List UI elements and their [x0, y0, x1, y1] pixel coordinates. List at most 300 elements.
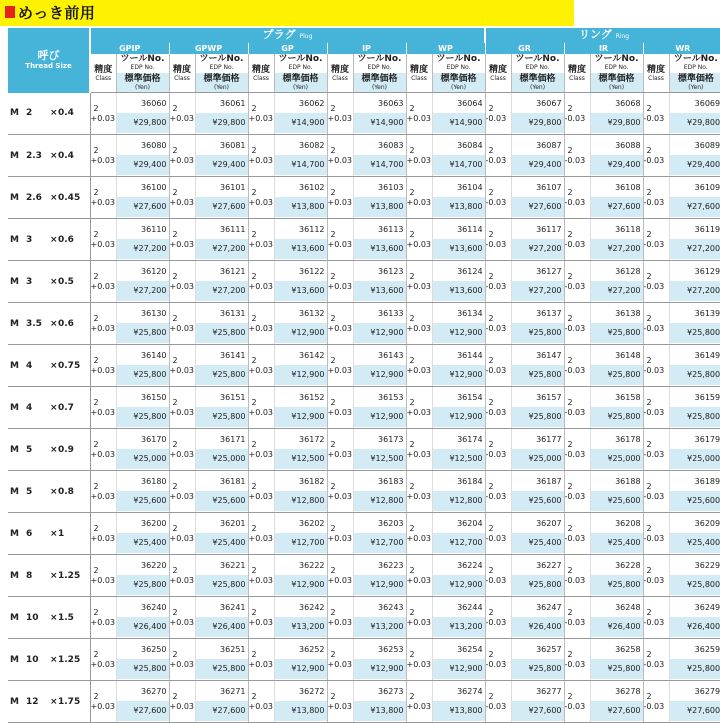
price-value: ¥26,400	[591, 617, 643, 637]
edp-number: 36228	[615, 561, 641, 570]
class-tolerance: -0.03	[643, 323, 665, 333]
price-value: ¥25,600	[117, 491, 169, 511]
price-value: ¥27,600	[591, 197, 643, 217]
edp-number: 36270	[141, 687, 167, 696]
gauge-header-wr: WR	[643, 43, 720, 54]
thread-size-cell	[8, 93, 90, 135]
class-tolerance: -0.03	[564, 239, 586, 249]
class-grade: 2	[567, 439, 573, 449]
edp-number: 36179	[694, 435, 720, 444]
table-row	[8, 639, 720, 681]
tool-cell	[669, 681, 720, 723]
tool-cell	[116, 639, 169, 681]
edp-label-en: EDP No.	[446, 64, 471, 71]
price-value: ¥12,800	[433, 491, 485, 511]
class-cell	[90, 177, 116, 219]
price-value: ¥27,600	[512, 701, 564, 721]
class-cell	[169, 93, 195, 135]
class-grade: 2	[488, 271, 494, 281]
edp-number: 36202	[299, 519, 325, 528]
tool-cell	[274, 597, 327, 639]
class-label-en: Class	[174, 74, 190, 82]
class-cell	[90, 471, 116, 513]
class-grade: 2	[251, 355, 257, 365]
class-cell	[564, 681, 590, 723]
class-grade: 2	[567, 355, 573, 365]
class-cell	[406, 639, 432, 681]
tool-cell	[432, 261, 485, 303]
tool-cell	[511, 177, 564, 219]
tool-cell	[590, 303, 643, 345]
edp-number: 36173	[378, 435, 404, 444]
class-cell	[327, 261, 353, 303]
class-cell	[90, 639, 116, 681]
class-cell	[485, 219, 511, 261]
price-value: ¥12,900	[354, 659, 406, 679]
edp-number: 36117	[536, 225, 562, 234]
class-grade: 2	[93, 523, 99, 533]
price-value: ¥27,200	[117, 239, 169, 259]
tool-cell	[195, 135, 248, 177]
thread-prefix: M	[10, 654, 19, 665]
class-cell	[564, 135, 590, 177]
thread-pitch: 1.25	[58, 654, 81, 665]
class-cell	[169, 555, 195, 597]
price-value: ¥12,900	[275, 575, 327, 595]
tool-cell	[669, 177, 720, 219]
class-tolerance: +0.03	[90, 617, 116, 627]
class-grade: 2	[330, 649, 336, 659]
tool-cell	[195, 639, 248, 681]
times-sign: ×	[50, 528, 58, 539]
price-value: ¥29,400	[591, 155, 643, 175]
class-label-en: Class	[490, 74, 506, 82]
edp-label-en: EDP No.	[683, 64, 708, 71]
tool-cell	[353, 513, 406, 555]
thread-size-cell	[8, 429, 90, 471]
class-tolerance: +0.03	[406, 323, 432, 333]
edp-number: 36118	[615, 225, 641, 234]
tool-cell	[274, 639, 327, 681]
price-subheader	[117, 73, 169, 92]
class-grade: 2	[172, 313, 178, 323]
class-cell	[643, 135, 669, 177]
class-grade: 2	[488, 523, 494, 533]
class-tolerance: +0.03	[327, 197, 353, 207]
tool-label-jp: ツールNo.	[199, 54, 244, 64]
tool-subheader	[116, 54, 169, 93]
class-cell	[327, 471, 353, 513]
class-tolerance: -0.03	[485, 239, 507, 249]
class-grade: 2	[172, 607, 178, 617]
class-cell	[90, 597, 116, 639]
price-value: ¥25,400	[117, 533, 169, 553]
tool-cell	[511, 303, 564, 345]
tool-cell	[353, 429, 406, 471]
thread-pitch: 1	[58, 528, 65, 539]
tool-cell	[274, 219, 327, 261]
price-value: ¥27,600	[670, 701, 720, 721]
class-grade: 2	[172, 649, 178, 659]
price-subheader	[512, 73, 564, 92]
tool-cell	[353, 219, 406, 261]
price-label-en: (Yen)	[450, 84, 467, 91]
class-grade: 2	[251, 145, 257, 155]
tool-label-jp: ツールNo.	[278, 54, 323, 64]
price-value: ¥13,600	[275, 281, 327, 301]
price-value: ¥13,600	[354, 281, 406, 301]
class-grade: 2	[409, 145, 415, 155]
thread-prefix: M	[10, 276, 19, 287]
thread-pitch: 0.9	[58, 444, 74, 455]
thread-diameter: 6	[26, 528, 33, 539]
class-cell	[90, 555, 116, 597]
class-cell	[564, 345, 590, 387]
edp-number: 36089	[694, 141, 720, 150]
price-value: ¥25,400	[512, 533, 564, 553]
class-tolerance: +0.03	[327, 533, 353, 543]
edp-number: 36174	[457, 435, 483, 444]
class-grade: 2	[409, 229, 415, 239]
tool-cell	[195, 303, 248, 345]
class-cell	[90, 135, 116, 177]
class-cell	[169, 681, 195, 723]
class-cell	[90, 681, 116, 723]
class-cell	[485, 177, 511, 219]
class-tolerance: +0.03	[90, 155, 116, 165]
class-grade: 2	[567, 523, 573, 533]
class-tolerance: +0.03	[90, 449, 116, 459]
class-cell	[485, 513, 511, 555]
edp-number: 36274	[457, 687, 483, 696]
price-label-en: (Yen)	[134, 84, 151, 91]
price-subheader	[275, 73, 327, 92]
tool-cell	[511, 681, 564, 723]
class-cell	[643, 555, 669, 597]
class-cell	[248, 387, 274, 429]
times-sign: ×	[50, 402, 58, 413]
class-grade: 2	[488, 313, 494, 323]
class-tolerance: +0.03	[327, 281, 353, 291]
class-cell	[248, 429, 274, 471]
price-value: ¥29,800	[117, 113, 169, 133]
thread-prefix: M	[10, 696, 19, 707]
class-tolerance: +0.03	[90, 281, 116, 291]
tool-cell	[511, 597, 564, 639]
edp-label-en: EDP No.	[367, 64, 392, 71]
edp-number: 36103	[378, 183, 404, 192]
tool-cell	[195, 219, 248, 261]
class-tolerance: -0.03	[564, 491, 586, 501]
tool-cell	[116, 345, 169, 387]
tool-cell	[274, 429, 327, 471]
class-grade: 2	[646, 649, 652, 659]
class-tolerance: +0.03	[169, 197, 195, 207]
table-row	[8, 135, 720, 177]
price-label-jp: 標準価格	[124, 74, 161, 84]
price-subheader	[670, 73, 720, 92]
price-value: ¥25,800	[196, 323, 248, 343]
class-tolerance: -0.03	[485, 155, 507, 165]
price-value: ¥27,600	[117, 701, 169, 721]
class-grade: 2	[488, 145, 494, 155]
class-tolerance: -0.03	[485, 113, 507, 123]
class-subheader	[406, 54, 432, 93]
class-tolerance: +0.03	[248, 533, 274, 543]
edp-number: 36189	[694, 477, 720, 486]
class-tolerance: +0.03	[90, 659, 116, 669]
edp-number: 36101	[220, 183, 246, 192]
tool-cell	[511, 93, 564, 135]
edp-number: 36084	[457, 141, 483, 150]
times-sign: ×	[50, 108, 58, 119]
class-grade: 2	[93, 187, 99, 197]
price-value: ¥12,900	[433, 575, 485, 595]
class-grade: 2	[646, 313, 652, 323]
class-grade: 2	[93, 607, 99, 617]
class-grade: 2	[646, 355, 652, 365]
class-tolerance: +0.03	[169, 239, 195, 249]
thread-pitch: 0.45	[58, 192, 81, 203]
edp-label-en: EDP No.	[288, 64, 313, 71]
class-tolerance: +0.03	[406, 533, 432, 543]
class-grade: 2	[330, 187, 336, 197]
class-tolerance: +0.03	[248, 155, 274, 165]
class-cell	[643, 387, 669, 429]
price-value: ¥25,800	[670, 323, 720, 343]
tool-cell	[590, 597, 643, 639]
class-grade: 2	[330, 229, 336, 239]
class-grade: 2	[172, 691, 178, 701]
class-cell	[564, 555, 590, 597]
class-cell	[327, 555, 353, 597]
class-grade: 2	[251, 649, 257, 659]
class-cell	[406, 429, 432, 471]
class-subheader	[90, 54, 116, 93]
tool-cell	[432, 219, 485, 261]
class-cell	[327, 513, 353, 555]
class-tolerance: +0.03	[169, 533, 195, 543]
price-value: ¥12,700	[354, 533, 406, 553]
class-grade: 2	[646, 397, 652, 407]
class-label-jp: 精度	[568, 64, 587, 75]
times-sign: ×	[50, 444, 58, 455]
thread-pitch: 0.4	[58, 108, 74, 119]
class-tolerance: -0.03	[564, 407, 586, 417]
edp-number: 36153	[378, 393, 404, 402]
class-grade: 2	[93, 397, 99, 407]
class-tolerance: +0.03	[327, 491, 353, 501]
price-value: ¥25,800	[591, 575, 643, 595]
class-tolerance: +0.03	[248, 281, 274, 291]
edp-number: 36131	[220, 309, 246, 318]
class-cell	[643, 681, 669, 723]
class-grade: 2	[93, 229, 99, 239]
tool-cell	[274, 387, 327, 429]
tool-cell	[116, 135, 169, 177]
class-cell	[248, 135, 274, 177]
tool-cell	[669, 639, 720, 681]
gauge-header-gpip: GPIP	[90, 43, 169, 54]
edp-number: 36229	[694, 561, 720, 570]
tool-cell	[590, 681, 643, 723]
tool-cell	[274, 261, 327, 303]
class-cell	[643, 261, 669, 303]
thread-size-cell	[8, 513, 90, 555]
tool-cell	[669, 597, 720, 639]
tool-cell	[432, 597, 485, 639]
class-cell	[169, 177, 195, 219]
class-grade: 2	[567, 187, 573, 197]
tool-cell	[274, 303, 327, 345]
tool-cell	[511, 135, 564, 177]
class-tolerance: +0.03	[327, 659, 353, 669]
class-tolerance: -0.03	[643, 659, 665, 669]
tool-cell	[590, 555, 643, 597]
thread-diameter: 5	[26, 444, 33, 455]
edp-number: 36064	[457, 99, 483, 108]
edp-number: 36241	[220, 603, 246, 612]
edp-number: 36132	[299, 309, 325, 318]
class-cell	[485, 597, 511, 639]
tool-cell	[432, 555, 485, 597]
class-label-jp: 精度	[251, 64, 270, 75]
class-cell	[327, 639, 353, 681]
edp-number: 36240	[141, 603, 167, 612]
class-cell	[564, 93, 590, 135]
thread-pitch: 1.75	[58, 696, 81, 707]
price-value: ¥12,900	[275, 407, 327, 427]
thread-prefix: M	[10, 612, 19, 623]
thread-diameter: 10	[26, 654, 39, 665]
class-cell	[169, 429, 195, 471]
price-label-en: (Yen)	[213, 84, 230, 91]
tool-cell	[511, 429, 564, 471]
class-tolerance: -0.03	[643, 281, 665, 291]
gauge-header-wp: WP	[406, 43, 485, 54]
class-cell	[248, 555, 274, 597]
price-value: ¥25,000	[591, 449, 643, 469]
class-grade: 2	[646, 187, 652, 197]
tool-cell	[432, 471, 485, 513]
edp-number: 36250	[141, 645, 167, 654]
price-label-en: (Yen)	[371, 84, 388, 91]
class-tolerance: -0.03	[643, 197, 665, 207]
price-value: ¥27,200	[591, 281, 643, 301]
tool-cell	[590, 135, 643, 177]
class-cell	[248, 345, 274, 387]
edp-number: 36254	[457, 645, 483, 654]
tool-cell	[274, 681, 327, 723]
class-tolerance: -0.03	[564, 575, 586, 585]
class-cell	[564, 261, 590, 303]
price-label-jp: 標準価格	[361, 74, 398, 84]
price-value: ¥13,200	[433, 617, 485, 637]
price-value: ¥26,400	[670, 617, 720, 637]
class-label-en: Class	[253, 74, 269, 82]
class-tolerance: +0.03	[327, 323, 353, 333]
class-cell	[643, 177, 669, 219]
class-tolerance: -0.03	[564, 155, 586, 165]
price-label-en: (Yen)	[688, 84, 704, 91]
class-tolerance: +0.03	[248, 449, 274, 459]
price-value: ¥25,800	[591, 407, 643, 427]
class-grade: 2	[330, 439, 336, 449]
class-cell	[406, 555, 432, 597]
thread-prefix: M	[10, 528, 19, 539]
class-tolerance: +0.03	[248, 491, 274, 501]
class-tolerance: +0.03	[406, 197, 432, 207]
edp-number: 36183	[378, 477, 404, 486]
class-cell	[248, 597, 274, 639]
class-tolerance: +0.03	[169, 701, 195, 711]
class-tolerance: +0.03	[327, 617, 353, 627]
table-row	[8, 513, 720, 555]
class-grade: 2	[409, 187, 415, 197]
price-value: ¥27,200	[591, 239, 643, 259]
class-tolerance: +0.03	[248, 659, 274, 669]
class-cell	[90, 429, 116, 471]
class-cell	[485, 345, 511, 387]
class-grade: 2	[251, 691, 257, 701]
edp-number: 36068	[615, 99, 641, 108]
thread-prefix: M	[10, 108, 19, 119]
edp-number: 36113	[378, 225, 404, 234]
class-tolerance: -0.03	[564, 533, 586, 543]
tool-cell	[669, 303, 720, 345]
price-value: ¥29,800	[670, 113, 720, 133]
class-tolerance: +0.03	[90, 533, 116, 543]
price-value: ¥14,900	[354, 113, 406, 133]
class-cell	[248, 261, 274, 303]
tool-cell	[195, 345, 248, 387]
edp-number: 36222	[299, 561, 325, 570]
tool-cell	[353, 93, 406, 135]
thread-pitch: 0.4	[58, 150, 74, 161]
class-tolerance: -0.03	[485, 197, 507, 207]
price-value: ¥27,200	[670, 281, 720, 301]
tool-cell	[432, 135, 485, 177]
tool-subheader	[432, 54, 485, 93]
table-row	[8, 303, 720, 345]
class-tolerance: -0.03	[564, 659, 586, 669]
thread-prefix: M	[10, 402, 19, 413]
title-marker-icon	[5, 6, 15, 18]
price-value: ¥27,200	[512, 281, 564, 301]
table-row	[8, 219, 720, 261]
tool-cell	[274, 513, 327, 555]
price-value: ¥25,800	[196, 407, 248, 427]
edp-number: 36067	[536, 99, 562, 108]
edp-number: 36243	[378, 603, 404, 612]
class-cell	[643, 93, 669, 135]
price-value: ¥25,800	[591, 365, 643, 385]
tool-cell	[590, 387, 643, 429]
tool-cell	[669, 93, 720, 135]
edp-number: 36063	[378, 99, 404, 108]
thread-prefix: M	[10, 150, 19, 161]
class-grade: 2	[409, 565, 415, 575]
tool-cell	[116, 513, 169, 555]
class-grade: 2	[646, 691, 652, 701]
tool-cell	[511, 471, 564, 513]
table-row	[8, 261, 720, 303]
class-tolerance: -0.03	[643, 575, 665, 585]
class-grade: 2	[172, 523, 178, 533]
tool-label-jp: ツールNo.	[357, 54, 402, 64]
class-cell	[248, 219, 274, 261]
edp-number: 36157	[536, 393, 562, 402]
